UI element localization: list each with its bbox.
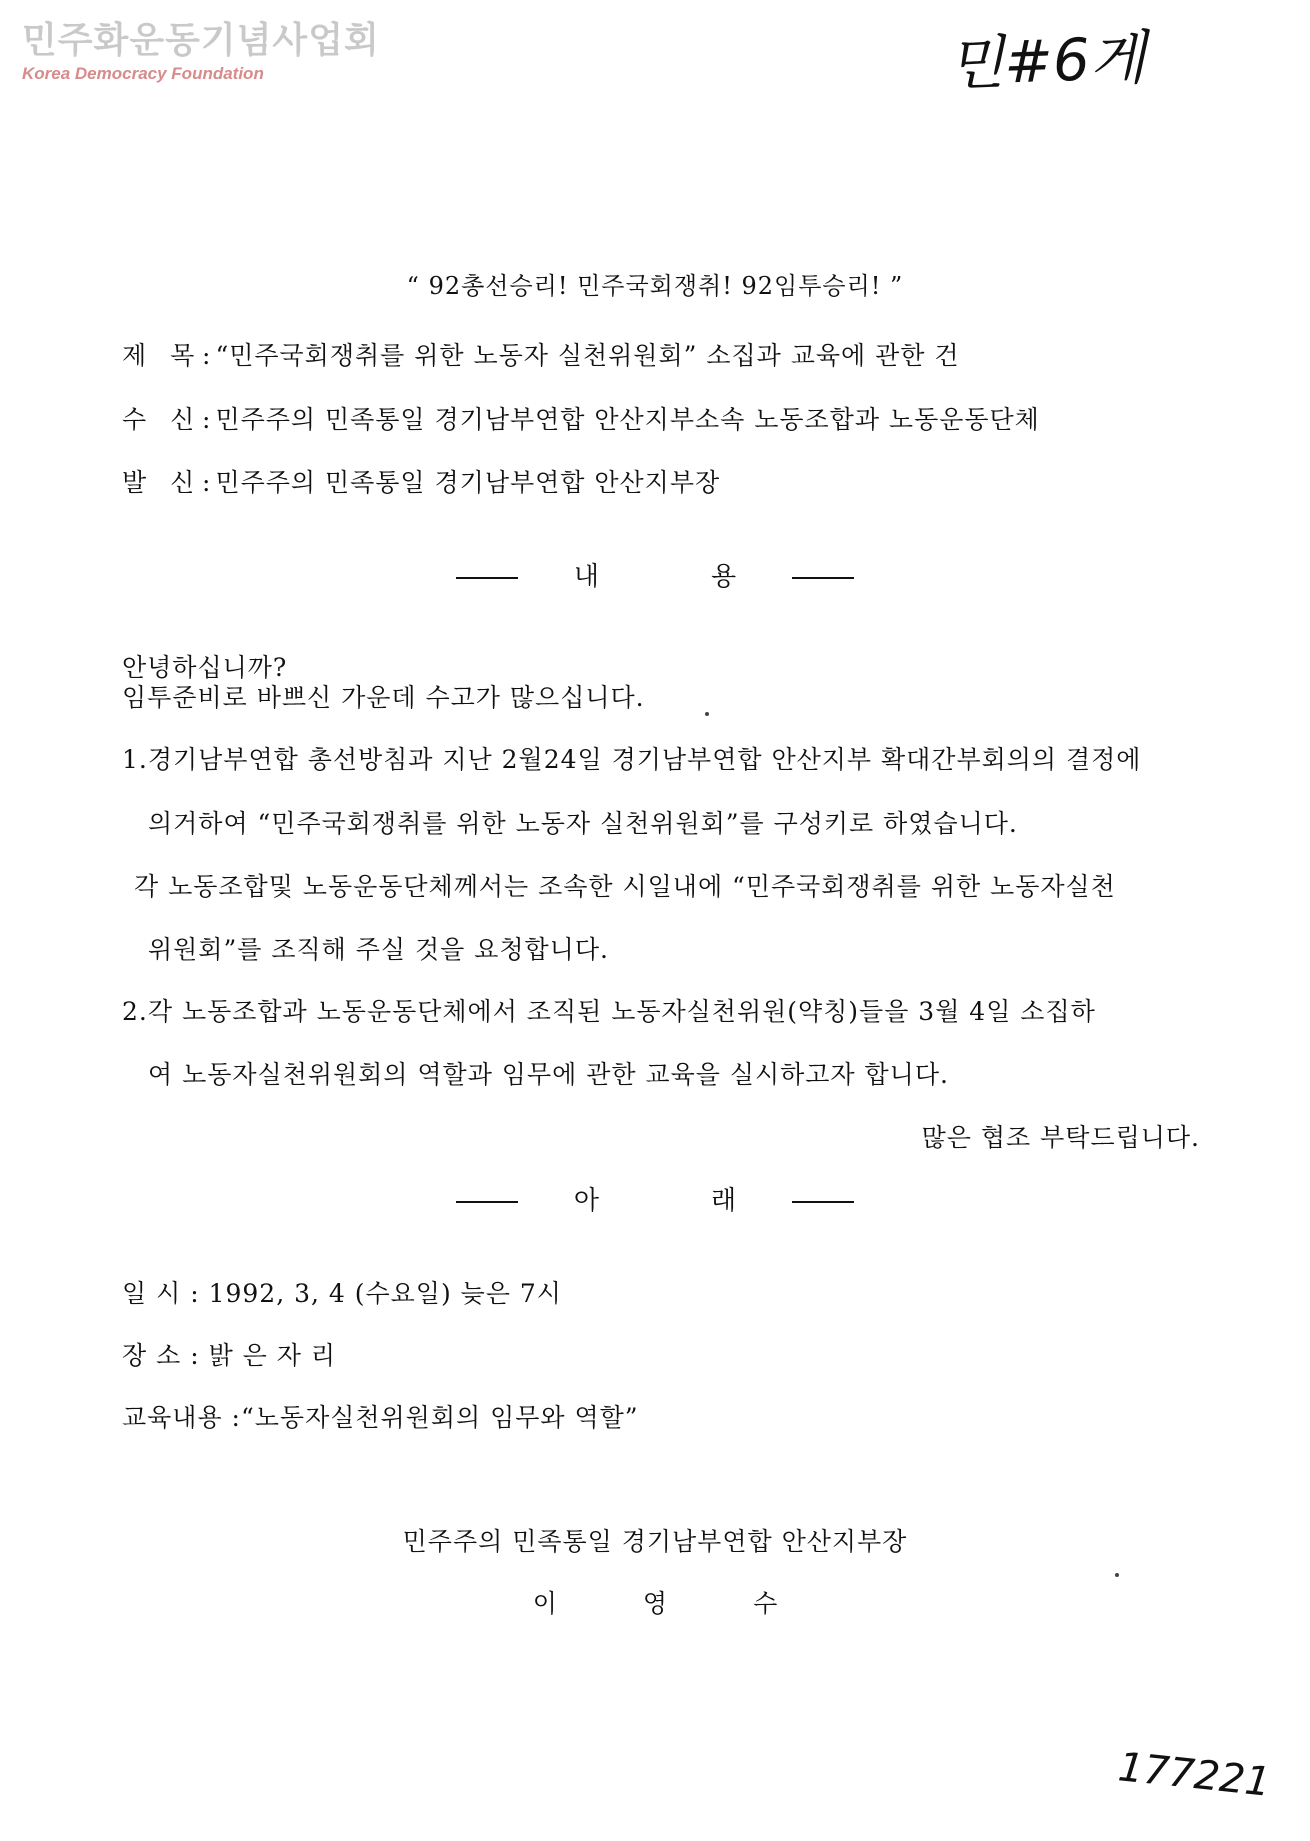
- recipient-field: 수 신: 민주주의 민족통일 경기남부연합 안산지부소속 노동조합과 노동운동단체: [122, 400, 1040, 436]
- item2-line: 2.각 노동조합과 노동운동단체에서 조직된 노동자실천위원(약칭)들을 3월 4일 소집하: [122, 997, 1096, 1026]
- recipient-value: 민주주의 민족통일 경기남부연합 안산지부소속 노동조합과 노동운동단체: [215, 405, 1040, 434]
- scan-speck: [705, 712, 709, 716]
- place-value: 밝 은 자 리: [208, 1341, 337, 1370]
- heading-char: 내: [573, 562, 599, 592]
- subject-value: “민주국회쟁취를 위한 노동자 실천위원회” 소집과 교육에 관한 건: [215, 341, 960, 370]
- heading-char: 래: [711, 1186, 737, 1216]
- item1-line: 1.경기남부연합 총선방침과 지난 2월24일 경기남부연합 안산지부 확대간부회의의 결정에: [122, 745, 1142, 774]
- heading-char: 용: [711, 562, 737, 592]
- recipient-label: 수 신: [122, 405, 203, 434]
- heading-char: 아: [573, 1186, 599, 1216]
- place-label: 장 소 :: [122, 1341, 200, 1370]
- section-heading-content: [0, 556, 1310, 593]
- slogan-line: “ 92총선승리! 민주국회쟁취! 92임투승리! ”: [406, 272, 904, 300]
- closing-line: 많은 협조 부탁드립니다.: [921, 1123, 1200, 1152]
- education-field: [122, 1398, 639, 1434]
- datetime-value: 1992, 3, 4 (수요일) 늦은 7시: [208, 1279, 562, 1308]
- logo-korean-text: 민주화운동기념사업회: [22, 20, 380, 61]
- item2-line: 여 노동자실천위원회의 역할과 임무에 관한 교육을 실시하고자 합니다.: [148, 1060, 949, 1089]
- greeting-line: 임투준비로 바쁘신 가운데 수고가 많으십니다.: [122, 683, 645, 712]
- foundation-logo: [22, 20, 380, 84]
- logo-english-text: Korea Democracy Foundation: [22, 64, 264, 83]
- sender-label: 발 신: [122, 468, 203, 497]
- datetime-label: 일 시 :: [122, 1279, 200, 1308]
- handwritten-archive-number: 177221: [1116, 1744, 1273, 1806]
- greeting-line: 안녕하십니까?: [122, 653, 288, 682]
- heading-rule: [456, 577, 518, 579]
- sender-field: 발 신: 민주주의 민족통일 경기남부연합 안산지부장: [122, 463, 720, 499]
- subject-field: 제 목: “민주국회쟁취를 위한 노동자 실천위원회” 소집과 교육에 관한 건: [122, 336, 960, 372]
- section-heading-details: [0, 1180, 1310, 1217]
- datetime-field: [122, 1274, 562, 1310]
- education-value: “노동자실천위원회의 임무와 역할”: [240, 1403, 639, 1432]
- education-label: 교육내용 :: [122, 1403, 241, 1432]
- item1-line: 의거하여 “민주국회쟁취를 위한 노동자 실천위원회”를 구성키로 하였습니다.: [148, 809, 1018, 838]
- heading-rule: [456, 1201, 518, 1203]
- signature-name: 이영수: [532, 1589, 864, 1618]
- scan-speck: [1115, 1573, 1119, 1577]
- heading-rule: [792, 577, 854, 579]
- subject-label: 제 목: [122, 341, 203, 370]
- item1-line: 각 노동조합및 노동운동단체께서는 조속한 시일내에 “민주국회쟁취를 위한 노동자실천: [134, 872, 1116, 901]
- sender-value: 민주주의 민족통일 경기남부연합 안산지부장: [215, 468, 721, 497]
- signature-organization: 민주주의 민족통일 경기남부연합 안산지부장: [402, 1527, 908, 1556]
- item1-line: 위원회”를 조직해 주실 것을 요청합니다.: [148, 935, 609, 964]
- place-field: [122, 1336, 336, 1372]
- handwritten-reference-number: 민#6게: [947, 23, 1147, 99]
- heading-rule: [792, 1201, 854, 1203]
